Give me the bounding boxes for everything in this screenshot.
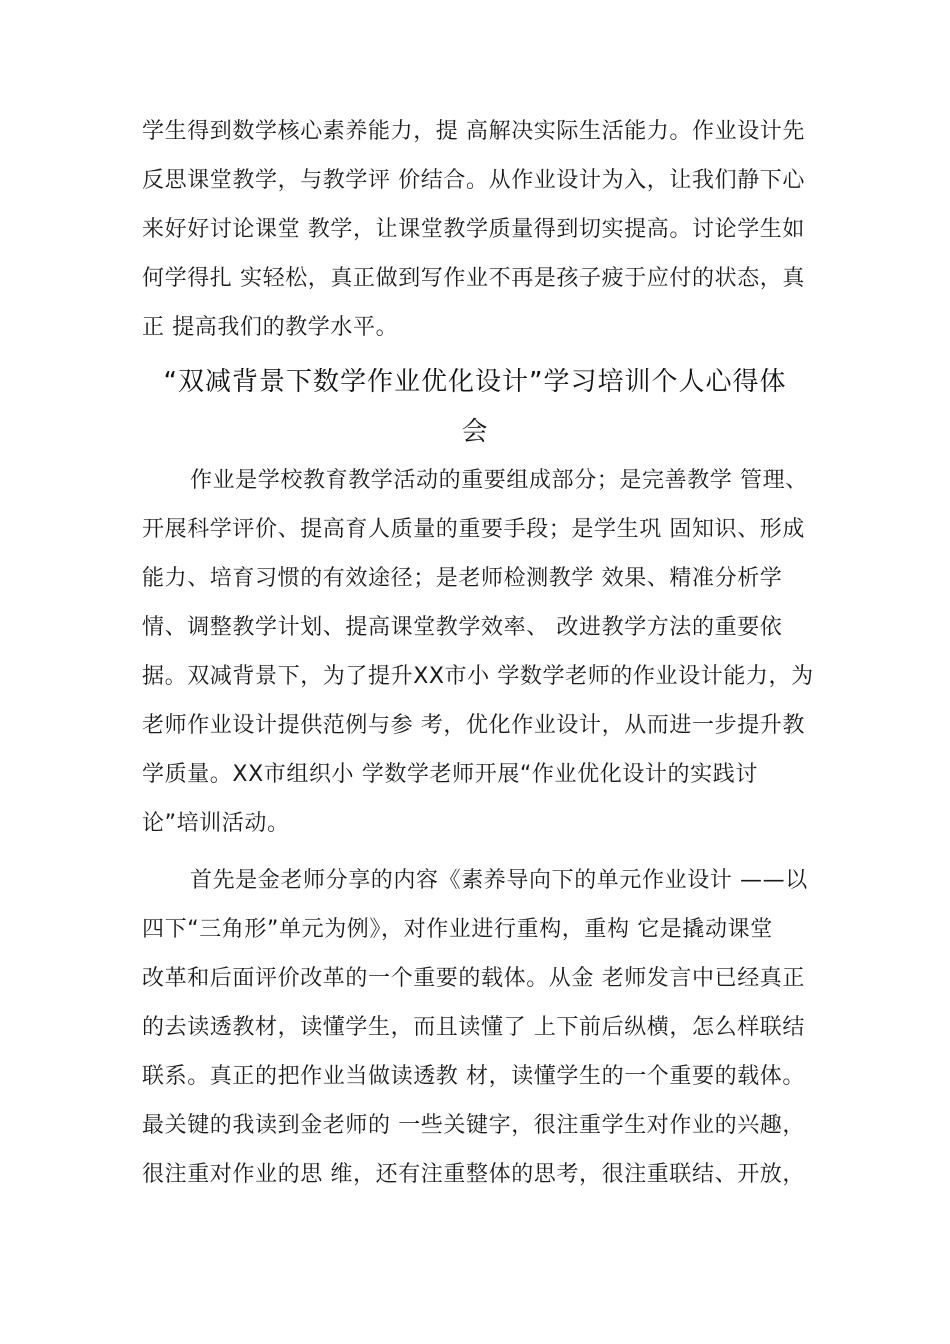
paragraph1-line-6: 老师作业设计提供范例与参 考，优化作业设计，从而进一步提升教	[142, 713, 805, 738]
paragraph2-line-4: 的去读透教材，读懂学生，而且读懂了 上下前后纵横，怎么样联结	[142, 1015, 805, 1040]
paragraph2-line-1: 首先是金老师分享的内容《素养导向下的单元作业设计 ——以	[190, 868, 808, 893]
intro-line-4: 何学得扎 实轻松，真正做到写作业不再是孩子疲于应付的状态，真	[142, 266, 805, 291]
paragraph1-line-5: 据。双减背景下，为了提升XX市小 学数学老师的作业设计能力，为	[142, 664, 814, 689]
intro-line-2: 反思课堂教学，与教学评 价结合。从作业设计为入，让我们静下心	[142, 168, 805, 193]
paragraph2-line-7: 很注重对作业的思 维，还有注重整体的思考，很注重联结、开放，	[142, 1162, 805, 1187]
paragraph1-line-7: 学质量。XX市组织小 学数学老师开展“作业优化设计的实践讨	[142, 762, 758, 787]
intro-line-3: 来好好讨论课堂 教学，让课堂教学质量得到切实提高。讨论学生如	[142, 217, 805, 242]
paragraph2-line-6: 最关键的我读到金老师的 一些关键字，很注重学生对作业的兴趣，	[142, 1113, 805, 1138]
intro-line-5: 正 提高我们的教学水平。	[142, 315, 399, 340]
paragraph1-line-1: 作业是学校教育教学活动的重要组成部分；是完善教学 管理、	[190, 468, 808, 493]
paragraph1-line-2: 开展科学评价、提高育人质量的重要手段；是学生巩 固知识、形成	[142, 517, 805, 542]
document-title-line-2: 会	[461, 417, 489, 447]
paragraph2-line-2: 四下“三角形”单元为例》，对作业进行重构，重构 它是撬动课堂	[142, 917, 773, 942]
paragraph2-line-5: 联系。真正的把作业当做读透教 材，读懂学生的一个重要的载体。	[142, 1064, 805, 1089]
paragraph1-line-8: 论”培训活动。	[142, 811, 290, 836]
paragraph1-line-4: 情、调整教学计划、提高课堂教学效率、 改进教学方法的重要依	[142, 615, 783, 640]
document-title-line-1: “双减背景下数学作业优化设计”学习培训个人心得体	[163, 367, 787, 397]
intro-line-1: 学生得到数学核心素养能力，提 高解决实际生活能力。作业设计先	[142, 119, 805, 144]
paragraph1-line-3: 能力、培育习惯的有效途径；是老师检测教学 效果、精准分析学	[142, 566, 783, 591]
paragraph2-line-3: 改革和后面评价改革的一个重要的载体。从金 老师发言中已经真正	[142, 966, 805, 991]
